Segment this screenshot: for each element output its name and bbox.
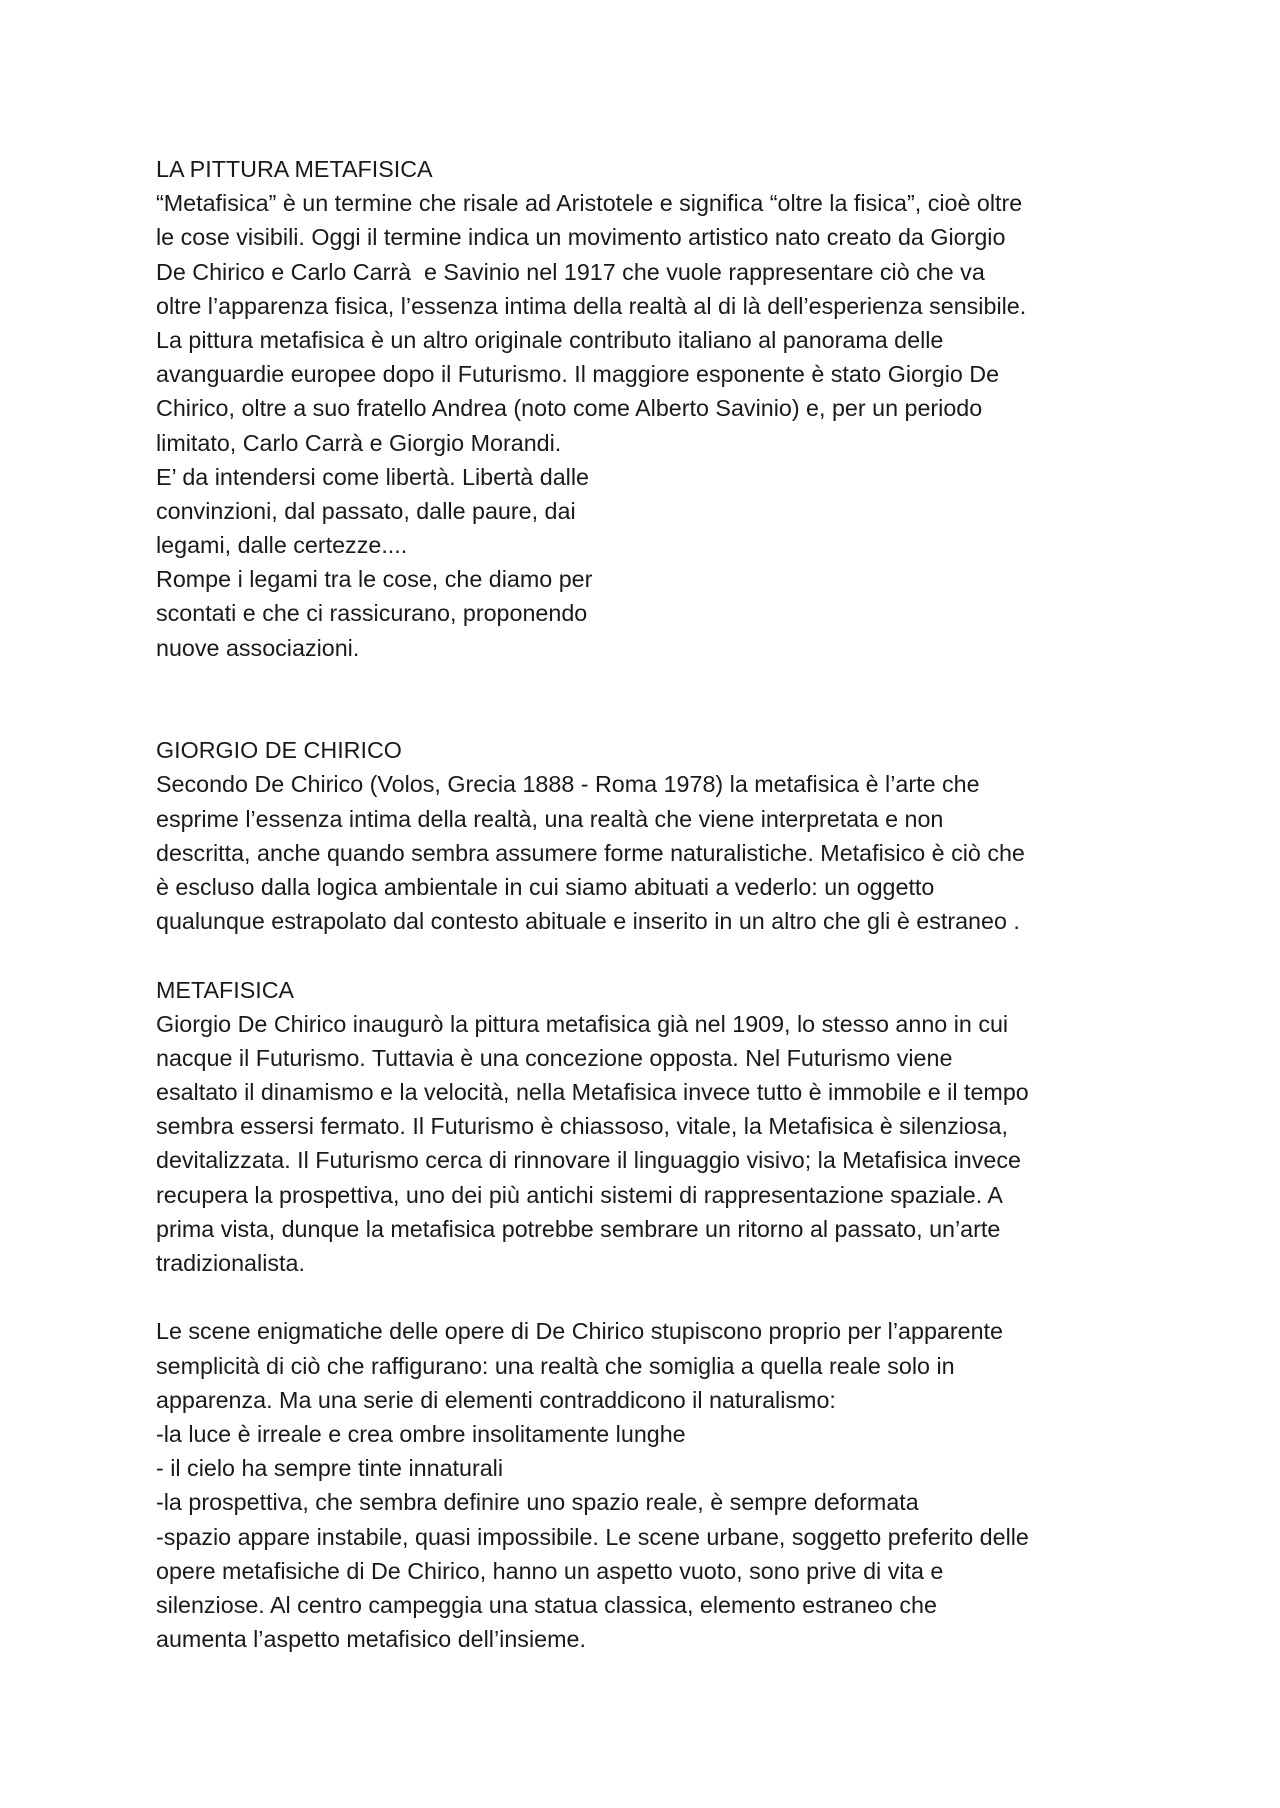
- text-line: opere metafisiche di De Chirico, hanno un aspetto vuoto, sono prive di vita e: [156, 1557, 944, 1584]
- text-line: tradizionalista.: [156, 1250, 305, 1277]
- text-line: esaltato il dinamismo e la velocità, nella Metafisica invece tutto è immobile e il tempo: [156, 1079, 1029, 1106]
- text-line: è escluso dalla logica ambientale in cui siamo abituati a vederlo: un oggetto: [156, 873, 935, 900]
- text-line: convinzioni, dal passato, dalle paure, dai: [156, 497, 576, 524]
- section-scene-enigmatiche: [156, 1314, 1156, 1656]
- text-line: descritta, anche quando sembra assumere forme naturalistiche. Metafisico è ciò che: [156, 839, 1025, 866]
- document-body: [156, 152, 1156, 1656]
- text-line: Giorgio De Chirico inaugurò la pittura metafisica già nel 1909, lo stesso anno in cui: [156, 1010, 1009, 1037]
- spacer: [156, 665, 1156, 733]
- text-line: Secondo De Chirico (Volos, Grecia 1888 - Roma 1978) la metafisica è l’arte che: [156, 771, 980, 798]
- list-item: -la prospettiva, che sembra definire uno spazio reale, è sempre deformata: [156, 1489, 919, 1516]
- text-line: apparenza. Ma una serie di elementi contraddicono il naturalismo:: [156, 1386, 836, 1413]
- text-line: avanguardie europee dopo il Futurismo. Il maggiore esponente è stato Giorgio De: [156, 361, 1000, 388]
- text-line: Le scene enigmatiche delle opere di De Chirico stupiscono proprio per l’apparente: [156, 1318, 1003, 1345]
- text-line: nacque il Futurismo. Tuttavia è una concezione opposta. Nel Futurismo viene: [156, 1044, 953, 1071]
- text-line: prima vista, dunque la metafisica potrebbe sembrare un ritorno al passato, un’arte: [156, 1215, 1001, 1242]
- text-line: legami, dalle certezze....: [156, 532, 408, 559]
- section-heading: LA PITTURA METAFISICA: [156, 156, 433, 182]
- list-item: -spazio appare instabile, quasi impossibile. Le scene urbane, soggetto preferito delle: [156, 1523, 1029, 1550]
- text-line: De Chirico e Carlo Carrà e Savinio nel 1917 che vuole rappresentare ciò che va: [156, 258, 985, 285]
- text-line: esprime l’essenza intima della realtà, una realtà che viene interpretata e non: [156, 805, 944, 832]
- text-line: nuove associazioni.: [156, 634, 360, 661]
- text-line: semplicità di ciò che raffigurano: una realtà che somiglia a quella reale solo in: [156, 1352, 955, 1379]
- text-line: limitato, Carlo Carrà e Giorgio Morandi.: [156, 429, 562, 456]
- list-item: -la luce è irreale e crea ombre insolitamente lunghe: [156, 1420, 686, 1447]
- text-line: recupera la prospettiva, uno dei più antichi sistemi di rappresentazione spaziale. A: [156, 1181, 1003, 1208]
- spacer: [156, 1280, 1156, 1314]
- text-line: La pittura metafisica è un altro originale contributo italiano al panorama delle: [156, 326, 944, 353]
- section-heading: GIORGIO DE CHIRICO: [156, 737, 402, 764]
- section-metafisica: [156, 973, 1156, 1281]
- text-line: E’ da intendersi come libertà. Libertà dalle: [156, 463, 589, 490]
- text-line: “Metafisica” è un termine che risale ad Aristotele e significa “oltre la fisica”, cioè oltre: [156, 190, 1023, 217]
- text-line: Chirico, oltre a suo fratello Andrea (noto come Alberto Savinio) e, per un periodo: [156, 395, 983, 422]
- section-pittura-metafisica: [156, 152, 1156, 665]
- text-line: devitalizzata. Il Futurismo cerca di rinnovare il linguaggio visivo; la Metafisica invece: [156, 1147, 1021, 1174]
- text-line: silenziose. Al centro campeggia una statua classica, elemento estraneo che: [156, 1591, 937, 1618]
- text-line: aumenta l’aspetto metafisico dell’insieme.: [156, 1626, 586, 1653]
- list-item: - il cielo ha sempre tinte innaturali: [156, 1455, 504, 1482]
- text-line: Rompe i legami tra le cose, che diamo per: [156, 566, 593, 593]
- section-giorgio-de-chirico: [156, 733, 1156, 938]
- text-line: qualunque estrapolato dal contesto abituale e inserito in un altro che gli è estraneo .: [156, 908, 1020, 935]
- section-heading: METAFISICA: [156, 976, 295, 1003]
- text-line: scontati e che ci rassicurano, proponendo: [156, 600, 588, 627]
- text-line: sembra essersi fermato. Il Futurismo è chiassoso, vitale, la Metafisica è silenziosa,: [156, 1113, 1008, 1140]
- text-line: oltre l’apparenza fisica, l’essenza intima della realtà al di là dell’esperienza sensibile.: [156, 292, 1027, 319]
- text-line: le cose visibili. Oggi il termine indica un movimento artistico nato creato da Giorgio: [156, 224, 1006, 251]
- spacer: [156, 938, 1156, 972]
